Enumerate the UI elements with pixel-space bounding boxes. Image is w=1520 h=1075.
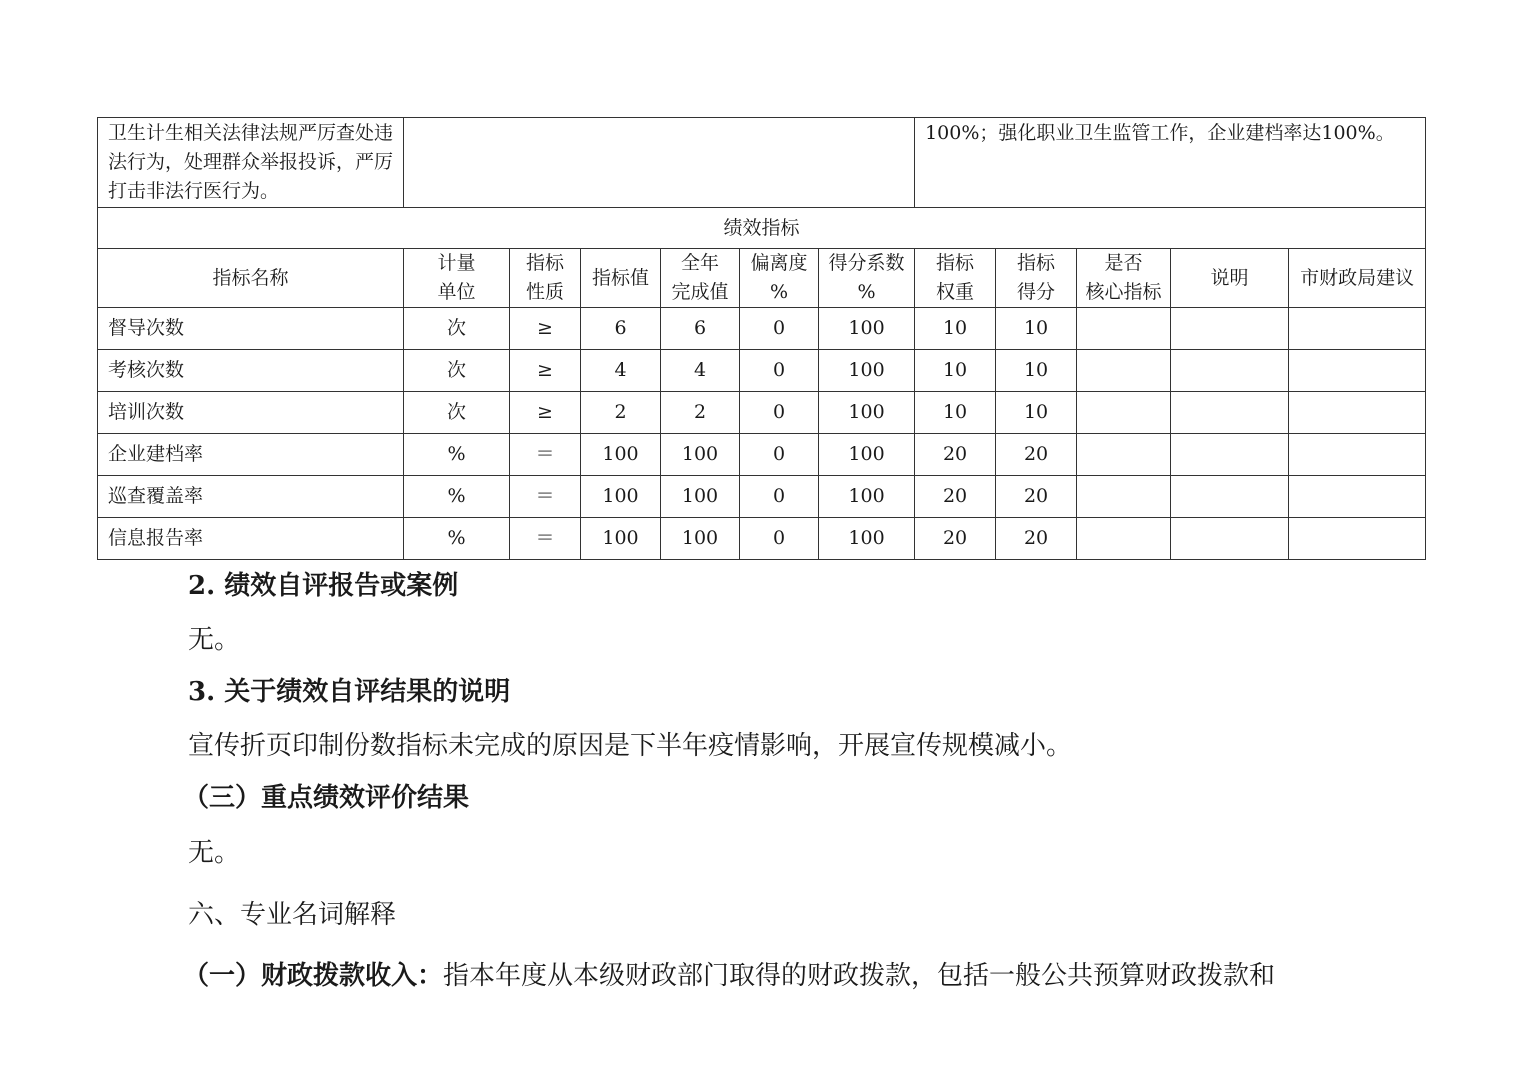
actual-cell: 4 — [661, 350, 740, 392]
advice-cell — [1289, 518, 1426, 560]
nature-cell: ≥ — [510, 392, 581, 434]
indicator-name-cell: 培训次数 — [98, 392, 404, 434]
coefficient-cell: 100 — [819, 476, 915, 518]
deviation-cell: 0 — [740, 392, 819, 434]
header-advice: 市财政局建议 — [1289, 249, 1426, 308]
coefficient-cell: 100 — [819, 518, 915, 560]
note-cell — [1171, 308, 1289, 350]
unit-cell: % — [404, 476, 510, 518]
indicator-name-cell: 信息报告率 — [98, 518, 404, 560]
coefficient-cell: 100 — [819, 392, 915, 434]
note-cell — [1171, 434, 1289, 476]
actual-cell: 100 — [661, 476, 740, 518]
weight-cell: 10 — [915, 392, 996, 434]
target-cell: 100 — [581, 476, 661, 518]
section-three-heading: （三）重点绩效评价结果 — [183, 783, 470, 813]
table-row — [98, 518, 1426, 560]
weight-cell: 10 — [915, 308, 996, 350]
actual-cell: 2 — [661, 392, 740, 434]
header-unit: 计量 单位 — [404, 249, 510, 308]
header-nature: 指标 性质 — [510, 249, 581, 308]
note-cell — [1171, 392, 1289, 434]
core-indicator-cell — [1077, 518, 1171, 560]
score-cell: 20 — [996, 518, 1077, 560]
nature-cell: ≥ — [510, 308, 581, 350]
advice-cell — [1289, 350, 1426, 392]
note-cell — [1171, 476, 1289, 518]
header-core-indicator: 是否 核心指标 — [1077, 249, 1171, 308]
core-indicator-cell — [1077, 350, 1171, 392]
target-cell: 2 — [581, 392, 661, 434]
advice-cell — [1289, 308, 1426, 350]
weight-cell: 20 — [915, 434, 996, 476]
nature-cell: ＝ — [510, 518, 581, 560]
section-6-heading: 六、专业名词解释 — [188, 900, 397, 930]
actual-cell: 100 — [661, 518, 740, 560]
unit-cell: 次 — [404, 392, 510, 434]
indicator-name-cell: 督导次数 — [98, 308, 404, 350]
note-cell — [1171, 518, 1289, 560]
section-3-body: 宣传折页印制份数指标未完成的原因是下半年疫情影响，开展宣传规模减小。 — [188, 731, 1073, 761]
header-note: 说明 — [1171, 249, 1289, 308]
table-row — [98, 308, 1426, 350]
goal-middle-cell — [404, 118, 915, 208]
weight-cell: 20 — [915, 476, 996, 518]
performance-indicators-label: 绩效指标 — [98, 208, 1426, 249]
score-cell: 20 — [996, 476, 1077, 518]
header-weight: 指标 权重 — [915, 249, 996, 308]
core-indicator-cell — [1077, 308, 1171, 350]
section-3-heading: 3. 关于绩效自评结果的说明 — [188, 677, 511, 707]
table-row — [98, 476, 1426, 518]
indicator-name-cell: 企业建档率 — [98, 434, 404, 476]
indicator-name-cell: 考核次数 — [98, 350, 404, 392]
actual-cell: 100 — [661, 434, 740, 476]
score-cell: 10 — [996, 308, 1077, 350]
actual-cell: 6 — [661, 308, 740, 350]
section-6-item-1-label: （一）财政拨款收入： — [183, 961, 444, 991]
section-6-item-1-text: 指本年度从本级财政部门取得的财政拨款，包括一般公共预算财政拨款和 — [443, 961, 1276, 991]
table-row — [98, 392, 1426, 434]
score-cell: 10 — [996, 392, 1077, 434]
header-deviation: 偏离度 % — [740, 249, 819, 308]
nature-cell: ≥ — [510, 350, 581, 392]
table-band-row — [98, 208, 1426, 249]
core-indicator-cell — [1077, 392, 1171, 434]
nature-cell: ＝ — [510, 434, 581, 476]
score-cell: 20 — [996, 434, 1077, 476]
unit-cell: % — [404, 434, 510, 476]
performance-table — [97, 117, 1426, 560]
nature-cell: ＝ — [510, 476, 581, 518]
note-cell — [1171, 350, 1289, 392]
coefficient-cell: 100 — [819, 434, 915, 476]
section-three-body: 无。 — [188, 838, 241, 868]
weight-cell: 20 — [915, 518, 996, 560]
advice-cell — [1289, 476, 1426, 518]
header-target: 指标值 — [581, 249, 661, 308]
deviation-cell: 0 — [740, 476, 819, 518]
core-indicator-cell — [1077, 476, 1171, 518]
table-row — [98, 434, 1426, 476]
deviation-cell: 0 — [740, 350, 819, 392]
goal-left-cell: 卫生计生相关法律法规严厉查处违法行为，处理群众举报投诉，严厉打击非法行医行为。 — [98, 118, 404, 208]
unit-cell: % — [404, 518, 510, 560]
unit-cell: 次 — [404, 308, 510, 350]
indicator-name-cell: 巡查覆盖率 — [98, 476, 404, 518]
goal-right-cell: 100%；强化职业卫生监管工作，企业建档率达100%。 — [915, 118, 1426, 208]
header-score: 指标 得分 — [996, 249, 1077, 308]
target-cell: 6 — [581, 308, 661, 350]
section-2-body: 无。 — [188, 625, 241, 655]
table-body — [98, 308, 1426, 560]
table-row — [98, 350, 1426, 392]
weight-cell: 10 — [915, 350, 996, 392]
section-6-item-1 — [183, 958, 1275, 994]
deviation-cell: 0 — [740, 518, 819, 560]
advice-cell — [1289, 434, 1426, 476]
unit-cell: 次 — [404, 350, 510, 392]
coefficient-cell: 100 — [819, 350, 915, 392]
section-2-heading: 2. 绩效自评报告或案例 — [188, 571, 459, 601]
table-header-row — [98, 249, 1426, 308]
core-indicator-cell — [1077, 434, 1171, 476]
coefficient-cell: 100 — [819, 308, 915, 350]
table-top-row — [98, 118, 1426, 208]
header-coefficient: 得分系数 % — [819, 249, 915, 308]
score-cell: 10 — [996, 350, 1077, 392]
deviation-cell: 0 — [740, 308, 819, 350]
header-actual: 全年 完成值 — [661, 249, 740, 308]
deviation-cell: 0 — [740, 434, 819, 476]
header-indicator-name: 指标名称 — [98, 249, 404, 308]
target-cell: 100 — [581, 434, 661, 476]
target-cell: 100 — [581, 518, 661, 560]
advice-cell — [1289, 392, 1426, 434]
target-cell: 4 — [581, 350, 661, 392]
